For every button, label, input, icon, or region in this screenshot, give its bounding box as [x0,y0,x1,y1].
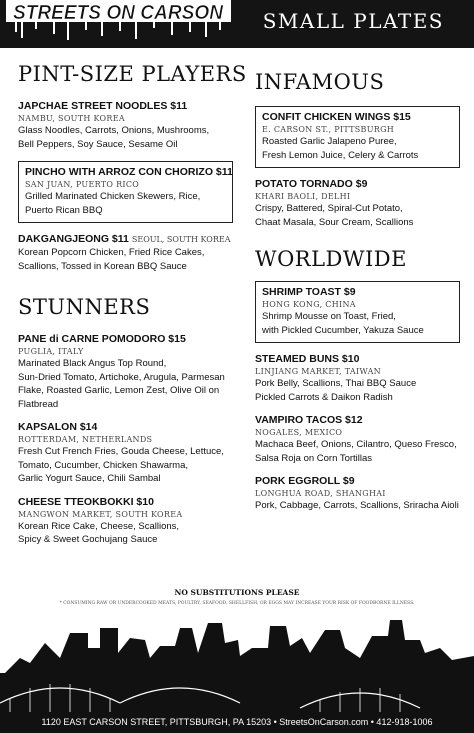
menu-item-kapsalon [18,421,233,486]
desc-line: Fresh Lemon Juice, Celery & Carrots [262,149,419,161]
item-name: PINCHO WITH ARROZ CON CHORIZO $11 [25,166,233,178]
item-name: POTATO TORNADO $9 [255,178,368,190]
menu-item-shrimp-toast [255,281,460,343]
desc-line: Machaca Beef, Onions, Cilantro, Queso Fresco, [255,439,457,450]
item-location: HONG KONG, CHINA [262,300,356,309]
menu-item-pincho [18,161,233,223]
desc-line: Pork, Cabbage, Carrots, Scallions, Sriracha Aioli [255,500,459,511]
desc-line: Flake, Roasted Garlic, Lemon Zest, Olive Oil on [18,385,220,396]
category-stunners: STUNNERS [18,295,151,319]
desc-line: Bell Peppers, Soy Sauce, Sesame Oil [18,138,178,150]
item-name-text: DAKGANGJEONG $11 [18,233,129,245]
item-name: SHRIMP TOAST $9 [262,286,356,298]
item-description [255,499,460,513]
item-description [25,190,226,217]
item-location: KHARI BAOLI, DELHI [255,192,351,201]
desc-line: Salsa Roja on Corn Tortillas [255,452,373,464]
item-name: KAPSALON $14 [18,421,98,433]
desc-line: Crispy, Battered, Spiral-Cut Potato, [255,203,403,214]
item-location: E. CARSON ST., PITTSBURGH [262,125,395,134]
item-location: LINJIANG MARKET, TAIWAN [255,367,381,376]
desc-line: Grilled Marinated Chicken Skewers, Rice, [25,191,201,202]
food-safety-warning: * CONSUMING RAW OR UNDERCOOKED MEATS, POULTRY, SEAFOOD, SHELLFISH, OR EGGS MAY INCREASE YOUR RISK OF FOODBORNE ILLNESS. [59,601,415,606]
item-name: STEAMED BUNS $10 [255,353,360,365]
menu-item-pork-eggroll [255,475,460,513]
left-column [18,62,247,557]
desc-line: Puerto Rican BBQ [25,204,103,216]
item-description [262,310,453,337]
desc-line: Roasted Garlic Jalapeno Puree, [262,136,397,147]
item-location: SAN JUAN, PUERTO RICO [25,180,140,189]
item-location: NAMBU, SOUTH KOREA [18,114,125,123]
desc-line: Flatbread [18,398,59,410]
item-name [18,233,233,246]
no-substitutions-note: NO SUBSTITUTIONS PLEASE [174,588,300,597]
item-location: PUGLIA, ITALY [18,347,84,356]
menu-header [0,0,474,48]
item-name: CONFIT CHICKEN WINGS $15 [262,111,411,123]
item-location: SEOUL, SOUTH KOREA [131,235,231,244]
category-pint-size-players: PINT-SIZE PLAYERS [18,62,247,86]
desc-line: Marinated Black Angus Top Round, [18,358,167,369]
item-description [255,438,460,465]
svg-text:STREETS ON CARSON: STREETS ON CARSON [13,2,224,24]
desc-line: Spicy & Sweet Gochujang Sauce [18,534,158,545]
item-description [18,124,233,151]
item-name: VAMPIRO TACOS $12 [255,414,363,426]
desc-line: Pork Belly, Scallions, Thai BBQ Sauce [255,378,417,389]
menu-item-confit-wings [255,106,460,168]
item-location: LONGHUA ROAD, SHANGHAI [255,489,386,498]
desc-line: Scallions, Tossed in Korean BBQ Sauce [18,260,187,272]
right-column [255,62,460,523]
menu-item-cheese-tteokbokki [18,496,233,547]
item-description [18,520,233,547]
desc-line: Fresh Cut French Fries, Gouda Cheese, Lettuce, [18,446,224,457]
item-location: NOGALES, MEXICO [255,428,343,437]
menu-item-potato-tornado [255,178,460,229]
category-worldwide: WORLDWIDE [255,247,407,271]
desc-line: Korean Rice Cake, Cheese, Scallions, [18,520,180,532]
item-description [262,135,453,162]
footer-contact: 1120 EAST CARSON STREET, PITTSBURGH, PA 15203 • StreetsOnCarson.com • 412-918-1006 [0,712,474,733]
category-infamous: INFAMOUS [255,70,385,94]
desc-line: Garlic Yogurt Sauce, Chili Sambal [18,473,161,484]
item-description [255,202,460,229]
desc-line: Sun-Dried Tomato, Artichoke, Arugula, Parmesan [18,371,225,383]
section-title: SMALL PLATES [262,9,444,33]
streets-on-carson-logo [6,0,231,44]
desc-line: Tomato, Cucumber, Chicken Shawarma, [18,459,189,471]
item-description [255,377,460,404]
menu-item-pane-di-carne [18,333,233,411]
desc-line: Chaat Masala, Sour Cream, Scallions [255,216,414,228]
desc-line: Shrimp Mousse on Toast, Fried, [262,311,396,322]
item-description [18,246,233,273]
desc-line: Korean Popcorn Chicken, Fried Rice Cakes, [18,247,205,258]
item-location: MANGWON MARKET, SOUTH KOREA [18,509,183,519]
item-name: PORK EGGROLL $9 [255,475,355,487]
item-description [18,445,233,486]
menu-item-steamed-buns [255,353,460,404]
desc-line: Pickled Carrots & Daikon Radish [255,391,393,403]
menu-item-dakgangjeong [18,233,233,273]
item-location: ROTTERDAM, NETHERLANDS [18,435,153,444]
item-name: CHEESE TTEOKBOKKI $10 [18,495,154,508]
item-description [18,357,233,411]
menu-item-japchae [18,100,233,151]
menu-item-vampiro-tacos [255,414,460,465]
desc-line: with Pickled Cucumber, Yakuza Sauce [262,324,424,336]
desc-line: Glass Noodles, Carrots, Onions, Mushrooms, [18,125,210,136]
item-name: PANE di CARNE POMODORO $15 [18,333,186,345]
item-name: JAPCHAE STREET NOODLES $11 [18,100,188,112]
